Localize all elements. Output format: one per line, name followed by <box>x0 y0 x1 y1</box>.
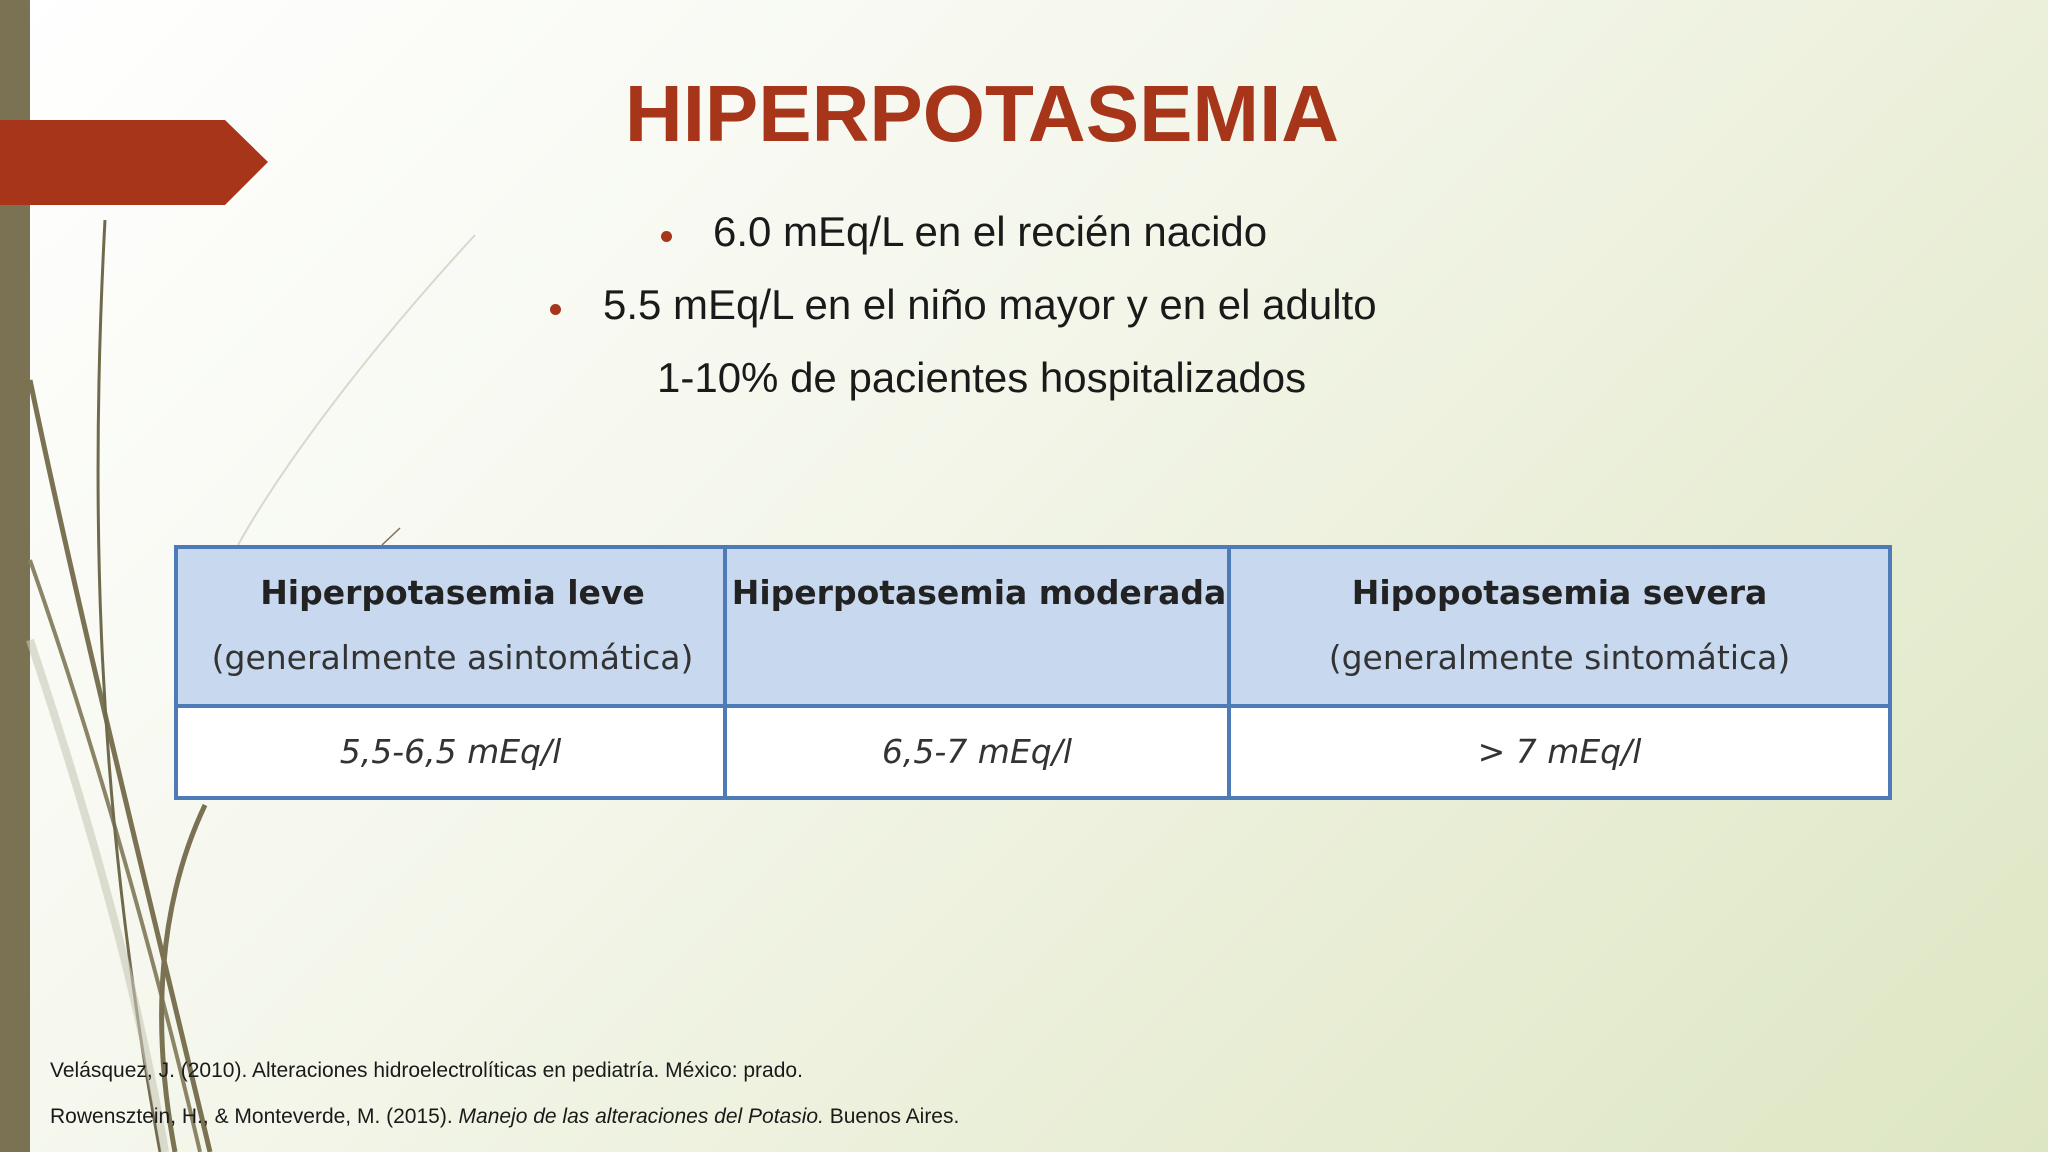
bullet-text-2: 5.5 mEq/L en el niño mayor y en el adulto <box>603 281 1377 328</box>
potassium-levels-table <box>174 545 1892 800</box>
table-value-severa: > 7 mEq/l <box>1477 732 1642 771</box>
bullet-dot-1 <box>661 231 672 242</box>
reference-2 <box>50 1105 959 1129</box>
table-header-cell-leve <box>178 549 727 704</box>
header-title-moderada: Hiperpotasemia moderada <box>731 573 1227 612</box>
header-subtitle-severa: (generalmente sintomática) <box>1328 638 1791 677</box>
table-value-leve: 5,5-6,5 mEq/l <box>339 732 562 771</box>
header-title-leve: Hiperpotasemia leve <box>260 573 645 612</box>
reference-2-authors: Rowensztein, H., & Monteverde, M. (2015). <box>50 1105 459 1128</box>
bullet-dot-2 <box>550 304 561 315</box>
subline-text: 1-10% de pacientes hospitalizados <box>657 354 1307 401</box>
table-header-cell-moderada <box>727 549 1231 704</box>
bullet-text-1: 6.0 mEq/L en el recién nacido <box>713 208 1268 255</box>
table-header-cell-severa <box>1231 549 1888 704</box>
reference-2-place: Buenos Aires. <box>823 1105 960 1128</box>
header-subtitle-leve: (generalmente asintomática) <box>211 638 694 677</box>
reference-2-title: Manejo de las alteraciones del Potasio. <box>458 1105 824 1128</box>
header-title-severa: Hipopotasemia severa <box>1351 573 1768 612</box>
table-value-moderada: 6,5-7 mEq/l <box>881 732 1073 771</box>
reference-1: Velásquez, J. (2010). Alteraciones hidroelectrolíticas en pediatría. México: prado. <box>50 1059 803 1082</box>
slide-title: HIPERPOTASEMIA <box>624 69 1340 158</box>
